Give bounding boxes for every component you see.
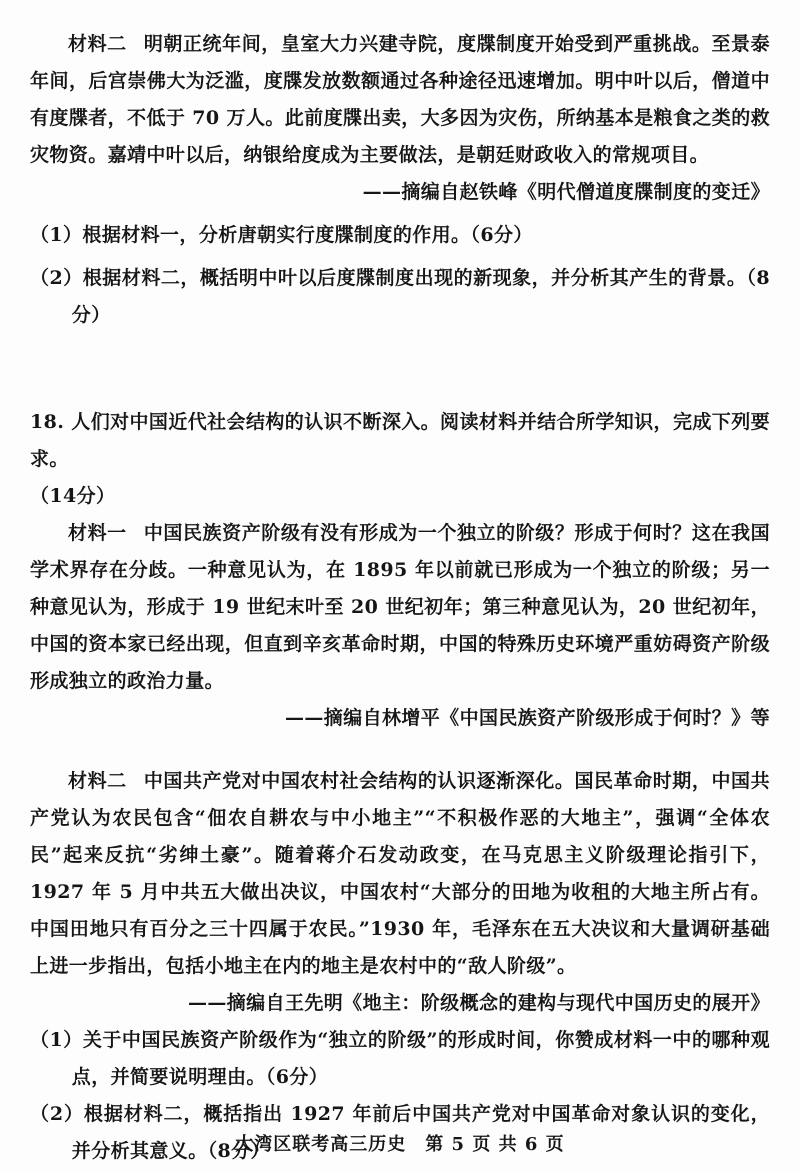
q18-subquestion-1: （1）关于中国民族资产阶级作为“独立的阶级”的形成时间，你赞成材料一中的哪种观点，并简要说明理由。（6分）	[30, 1029, 770, 1088]
q17-material2-label: 材料二	[68, 33, 127, 55]
q18-stem: 18. 人们对中国近代社会结构的认识不断深入。阅读材料并结合所学知识，完成下列要求。	[30, 411, 770, 470]
q17-material2-text: 明朝正统年间，皇室大力兴建寺院，度牒制度开始受到严重挑战。至景泰年间，后宫崇佛大为泛滥，度牒发放数额通过各种途径迅速增加。明中叶以后，僧道中有度牒者，不低于 70 万人。此前度牒出卖，大多因为灾伤，所纳基本是粮食之类的救灾物资。嘉靖中叶以后，纳银给度成为主要做法，是朝廷财政收入的常规项目。	[30, 33, 771, 166]
q17-subquestion-2: （2）根据材料二，概括明中叶以后度牒制度出现的新现象，并分析其产生的背景。（8分）	[30, 267, 770, 326]
q17-material2-citation: ——摘编自赵铁峰《明代僧道度牒制度的变迁》	[362, 181, 770, 203]
q18-material2-paragraph	[30, 763, 770, 985]
question-18-block	[30, 404, 770, 1170]
q18-score: （14分）	[30, 485, 116, 507]
page-footer: 大湾区联考高三历史 第 5 页 共 6 页	[235, 1134, 565, 1155]
q18-material1-text: 中国民族资产阶级有没有形成为一个独立的阶级？形成于何时？这在我国学术界存在分歧。一种意见认为，在 1895 年以前就已形成为一个独立的阶级；另一种意见认为，形成于 19 世纪末叶至 20 世纪初年；第三种意见认为，20 世纪初年，中国的资本家已经出现，但直到辛亥革命时期，中国的特殊历史环境严重妨碍资产阶级形成独立的政治力量。	[30, 522, 771, 692]
q17-subquestion-1: （1）根据材料一，分析唐朝实行度牒制度的作用。（6分）	[30, 224, 533, 246]
q18-material2-text: 中国共产党对中国农村社会结构的认识逐渐深化。国民革命时期，中国共产党认为农民包含“佃农自耕农与中小地主”“不积极作恶的大地主”，强调“全体农民”起来反抗“劣绅土豪”。随着蒋介石发动政变，在马克思主义阶级理论指引下，1927 年 5 月中共五大做出决议，中国农村“大部分的田地为收租的大地主所占有。中国田地只有百分之三十四属于农民。”1930 年，毛泽东在五大决议和大量调研基础上进一步指出，包括小地主在内的地主是农村中的“敌人阶级”。	[30, 770, 771, 977]
question-17-block	[30, 26, 770, 334]
q18-subquestion-2: （2）根据材料二，概括指出 1927 年前后中国共产党对中国革命对象认识的变化，并分析其意义。（8分）	[30, 1103, 770, 1162]
q18-material1-citation: ——摘编自林增平《中国民族资产阶级形成于何时？》等	[284, 707, 770, 729]
q18-material2-label: 材料二	[68, 770, 127, 792]
q18-material1-label: 材料一	[68, 522, 127, 544]
q18-material2-citation: ——摘编自王先明《地主：阶级概念的建构与现代中国历史的展开》	[187, 992, 770, 1014]
q18-material1-paragraph	[30, 515, 770, 700]
q18-material2-block	[30, 763, 770, 1022]
q17-material2-paragraph	[30, 26, 770, 174]
